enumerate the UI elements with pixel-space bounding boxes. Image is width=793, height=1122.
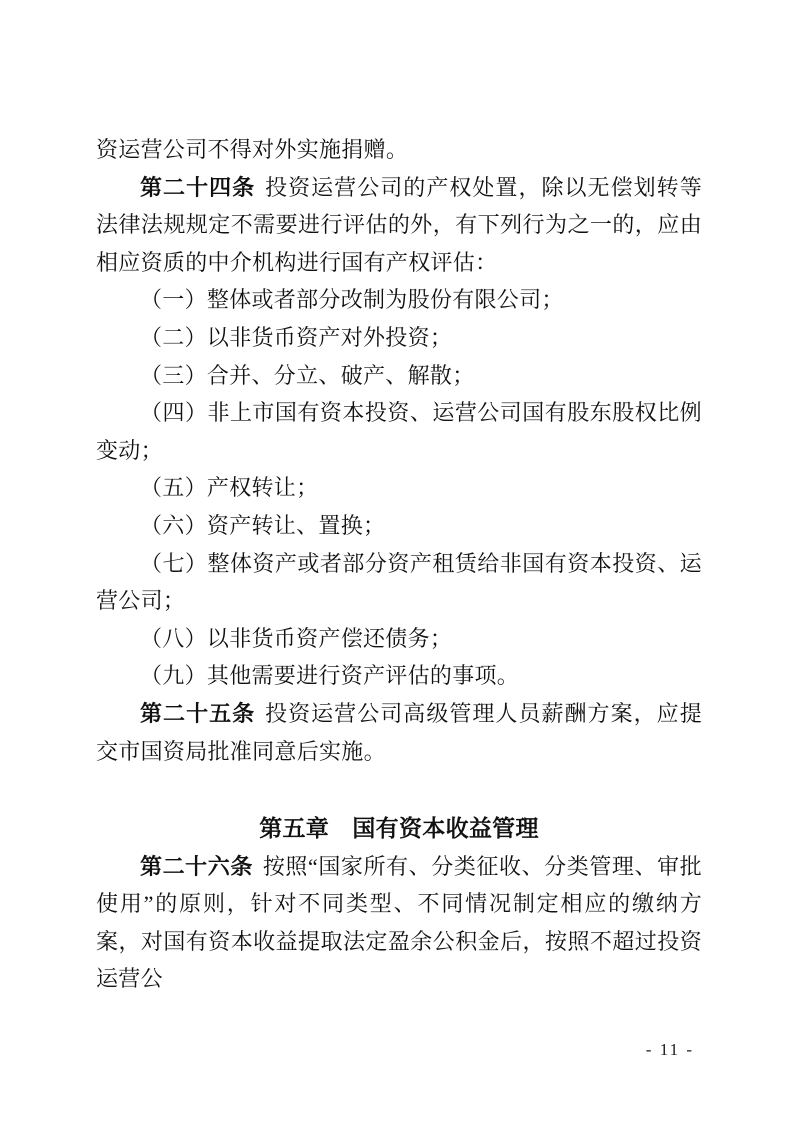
list-item-9: （九）其他需要进行资产评估的事项。 xyxy=(140,663,520,689)
page-content xyxy=(96,131,702,998)
list-item-3: （三）合并、分立、破产、解散； xyxy=(140,362,475,388)
list-item-4: （四）非上市国有资本投资、运营公司国有股东股权比例变动； xyxy=(96,400,702,463)
article-24-text: 投资运营公司的产权处置，除以无偿划转等法律法规规定不需要进行评估的外，有下列行为之一的，应由相应资质的中介机构进行国有产权评估： xyxy=(96,174,702,275)
list-item-2: （二）以非货币资产对外投资； xyxy=(140,324,453,350)
article-24-number: 第二十四条 xyxy=(140,174,256,200)
paragraph-article-26 xyxy=(96,848,702,998)
article-26-number: 第二十六条 xyxy=(140,853,253,879)
article-26-text: 按照“国家所有、分类征收、分类管理、审批使用”的原则，针对不同类型、不同情况制定相应的缴纳方案，对国有资本收益提取法定盈余公积金后，按照不超过投资运营公 xyxy=(96,853,702,992)
chapter-heading: 第五章 国有资本收益管理 xyxy=(259,815,539,842)
list-item-5: （五）产权转让； xyxy=(140,475,319,501)
article-25-text: 投资运营公司高级管理人员薪酬方案，应提交市国资局批准同意后实施。 xyxy=(96,700,702,764)
page-number: - 11 - xyxy=(645,1040,694,1059)
list-item-1: （一）整体或者部分改制为股份有限公司； xyxy=(140,287,564,313)
list-item-7: （七）整体资产或者部分资产租赁给非国有资本投资、运营公司； xyxy=(96,550,702,614)
list-item-6: （六）资产转让、置换； xyxy=(140,512,386,538)
paragraph-article-24 xyxy=(96,169,702,282)
article-25-number: 第二十五条 xyxy=(140,700,256,726)
paragraph-article-25 xyxy=(96,695,702,770)
paragraph-continuation: 资运营公司不得对外实施捐赠。 xyxy=(96,137,409,162)
list-item-8: （八）以非货币资产偿还债务； xyxy=(140,625,453,651)
